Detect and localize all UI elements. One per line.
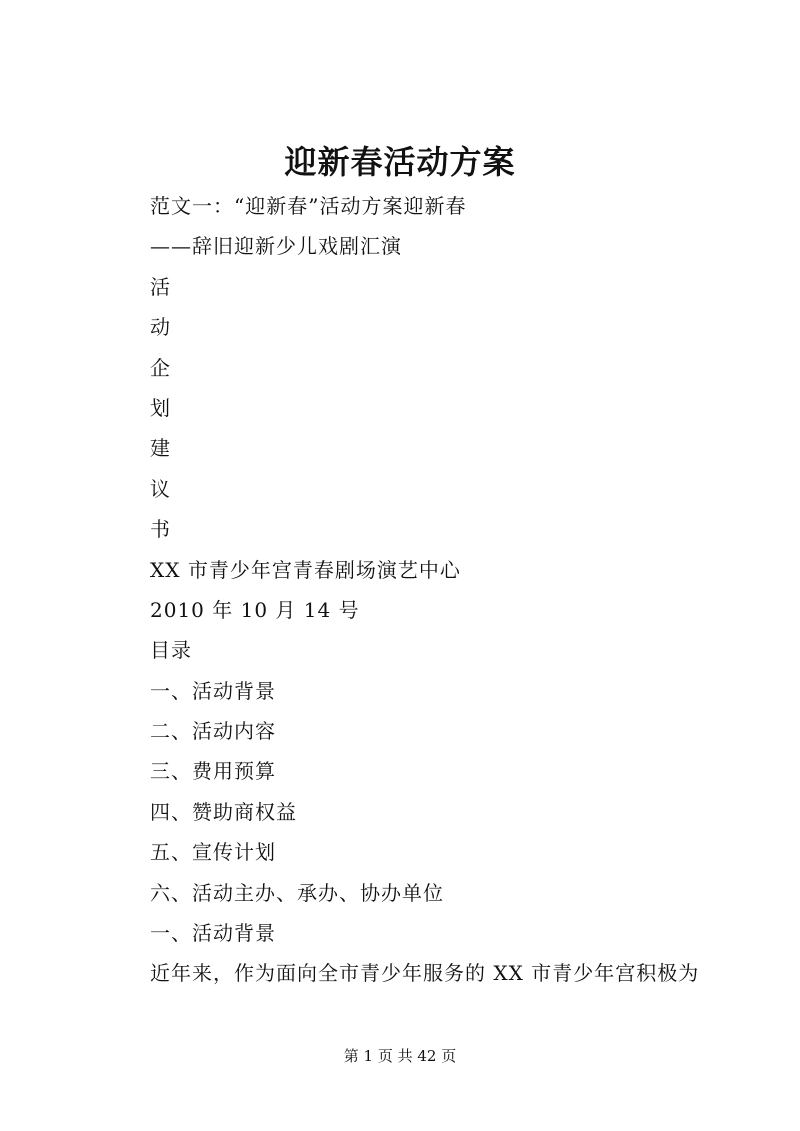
body-line: 议 (150, 476, 171, 501)
toc-item: 六、活动主办、承办、协办单位 (150, 880, 444, 905)
paragraph-line: 近年来，作为面向全市青少年服务的 XX 市青少年宫积极为 (150, 961, 700, 986)
body-line: 动 (150, 315, 171, 340)
toc-item: 五、宣传计划 (150, 840, 276, 865)
body-line: 书 (150, 517, 171, 542)
body-line: 活 (150, 274, 171, 299)
document-body (150, 186, 750, 994)
toc-heading: 目录 (150, 638, 192, 663)
section-heading: 一、活动背景 (150, 921, 276, 946)
toc-item: 四、赞助商权益 (150, 799, 297, 824)
body-line: 范文一：“迎新春”活动方案迎新春 (150, 194, 467, 218)
page-footer: 第 1 页 共 42 页 (343, 1047, 457, 1065)
toc-item: 三、费用预算 (150, 759, 276, 784)
document-title: 迎新春活动方案 (284, 143, 516, 181)
body-line: 2010 年 10 月 14 号 (150, 597, 360, 622)
body-line: ——辞旧迎新少儿戏剧汇演 (150, 234, 402, 259)
body-line: 建 (150, 436, 171, 461)
body-line: 企 (150, 355, 171, 380)
toc-item: 一、活动背景 (150, 678, 276, 703)
body-line: XX 市青少年宫青春剧场演艺中心 (150, 557, 461, 582)
body-line: 划 (150, 395, 171, 420)
toc-item: 二、活动内容 (150, 719, 276, 744)
